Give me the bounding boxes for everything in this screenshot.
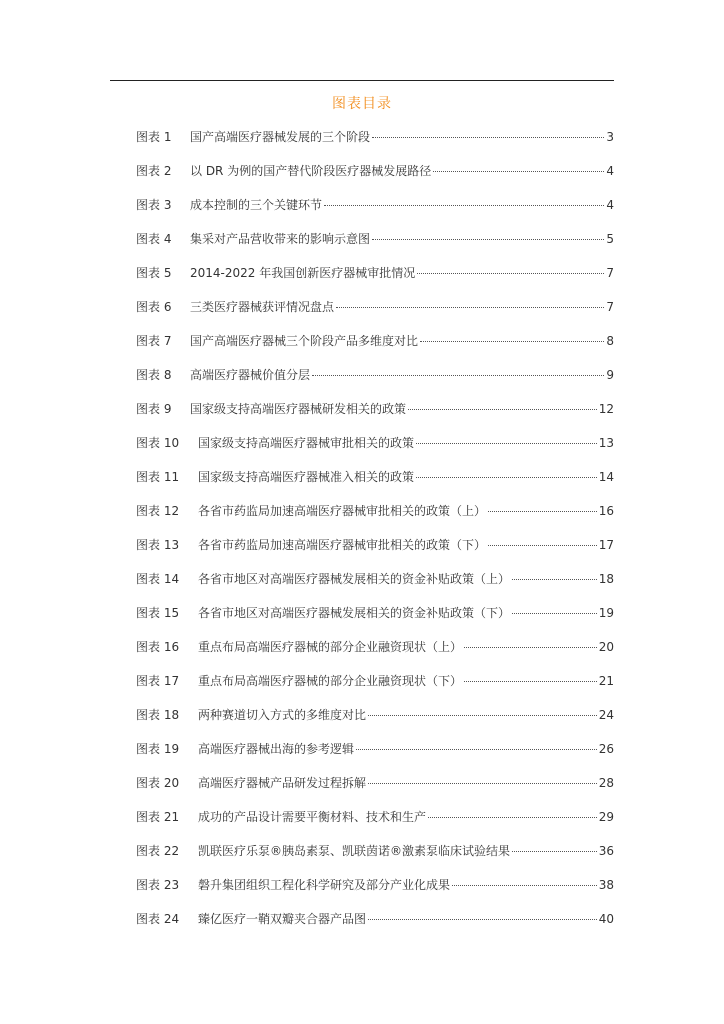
toc-dot-leader <box>512 851 597 852</box>
toc-dot-leader <box>416 477 597 478</box>
toc-entry-page: 3 <box>606 130 614 144</box>
toc-entry-page: 40 <box>598 912 614 926</box>
toc-entry-page: 29 <box>598 810 614 824</box>
toc-entry[interactable] <box>136 773 614 807</box>
toc-entry-page: 4 <box>606 164 614 178</box>
toc-entry[interactable] <box>136 739 614 773</box>
toc-entry-label: 图表 20 <box>136 776 180 790</box>
toc-dot-leader <box>433 171 604 172</box>
toc-entry[interactable] <box>136 229 614 263</box>
toc-dot-leader <box>512 613 597 614</box>
toc-entry-title: 国产高端医疗器械发展的三个阶段 <box>190 130 371 144</box>
toc-entry-title: 高端医疗器械产品研发过程拆解 <box>198 776 367 790</box>
toc-entry-label: 图表 22 <box>136 844 180 858</box>
toc-dot-leader <box>368 715 597 716</box>
toc-entry-page: 24 <box>598 708 614 722</box>
toc-entry-label: 图表 8 <box>136 368 172 382</box>
toc-entry-title: 重点布局高端医疗器械的部分企业融资现状（上） <box>198 640 463 654</box>
toc-entry-label: 图表 17 <box>136 674 180 688</box>
toc-entry[interactable] <box>136 501 614 535</box>
toc-entry[interactable] <box>136 161 614 195</box>
toc-entry[interactable] <box>136 263 614 297</box>
toc-dot-leader <box>417 273 604 274</box>
toc-entry-page: 7 <box>606 300 614 314</box>
toc-dot-leader <box>336 307 604 308</box>
toc-entry-page: 20 <box>598 640 614 654</box>
toc-dot-leader <box>452 885 597 886</box>
toc-entry-label: 图表 4 <box>136 232 172 246</box>
toc-entry-label: 图表 6 <box>136 300 172 314</box>
toc-entry-label: 图表 11 <box>136 470 180 484</box>
toc-entry-title: 各省市药监局加速高端医疗器械审批相关的政策（下） <box>198 538 487 552</box>
toc-entry[interactable] <box>136 433 614 467</box>
toc-entry[interactable] <box>136 195 614 229</box>
toc-entry[interactable] <box>136 127 614 161</box>
toc-entry-title: 磐升集团组织工程化科学研究及部分产业化成果 <box>198 878 451 892</box>
toc-entry-label: 图表 5 <box>136 266 172 280</box>
toc-entry-title: 国家级支持高端医疗器械准入相关的政策 <box>198 470 415 484</box>
toc-dot-leader <box>368 783 597 784</box>
toc-entry-label: 图表 1 <box>136 130 172 144</box>
toc-entry-label: 图表 10 <box>136 436 180 450</box>
toc-entry[interactable] <box>136 841 614 875</box>
toc-entry-label: 图表 18 <box>136 708 180 722</box>
toc-dot-leader <box>324 205 604 206</box>
toc-entry-page: 13 <box>598 436 614 450</box>
toc-entry-label: 图表 12 <box>136 504 180 518</box>
toc-entry[interactable] <box>136 909 614 943</box>
toc-dot-leader <box>488 511 597 512</box>
toc-entry-label: 图表 24 <box>136 912 180 926</box>
toc-entry-label: 图表 21 <box>136 810 180 824</box>
toc-dot-leader <box>368 919 597 920</box>
toc-entry[interactable] <box>136 807 614 841</box>
toc-list <box>136 127 614 943</box>
toc-entry-page: 5 <box>606 232 614 246</box>
toc-entry-title: 各省市地区对高端医疗器械发展相关的资金补贴政策（上） <box>198 572 511 586</box>
toc-entry-label: 图表 14 <box>136 572 180 586</box>
toc-dot-leader <box>372 137 604 138</box>
toc-entry-title: 国产高端医疗器械三个阶段产品多维度对比 <box>190 334 419 348</box>
toc-entry[interactable] <box>136 535 614 569</box>
toc-entry-page: 7 <box>606 266 614 280</box>
toc-entry-title: 重点布局高端医疗器械的部分企业融资现状（下） <box>198 674 463 688</box>
toc-entry-page: 19 <box>598 606 614 620</box>
toc-entry-page: 16 <box>598 504 614 518</box>
toc-entry[interactable] <box>136 467 614 501</box>
toc-entry-page: 17 <box>598 538 614 552</box>
toc-entry-title: 高端医疗器械价值分层 <box>190 368 311 382</box>
toc-entry-title: 成功的产品设计需要平衡材料、技术和生产 <box>198 810 427 824</box>
toc-entry-title: 2014-2022 年我国创新医疗器械审批情况 <box>190 266 416 280</box>
toc-entry[interactable] <box>136 297 614 331</box>
header-rule <box>110 80 614 81</box>
toc-entry-title: 高端医疗器械出海的参考逻辑 <box>198 742 355 756</box>
toc-entry-title: 以 DR 为例的国产替代阶段医疗器械发展路径 <box>190 164 432 178</box>
toc-entry-page: 14 <box>598 470 614 484</box>
toc-entry-label: 图表 3 <box>136 198 172 212</box>
toc-entry-label: 图表 23 <box>136 878 180 892</box>
toc-entry-title: 三类医疗器械获评情况盘点 <box>190 300 335 314</box>
toc-dot-leader <box>408 409 597 410</box>
toc-dot-leader <box>312 375 604 376</box>
toc-dot-leader <box>420 341 604 342</box>
toc-entry-page: 8 <box>606 334 614 348</box>
toc-entry-label: 图表 19 <box>136 742 180 756</box>
toc-entry-page: 36 <box>598 844 614 858</box>
toc-entry[interactable] <box>136 365 614 399</box>
toc-dot-leader <box>488 545 597 546</box>
toc-dot-leader <box>464 681 597 682</box>
toc-entry[interactable] <box>136 875 614 909</box>
toc-dot-leader <box>416 443 597 444</box>
toc-dot-leader <box>372 239 604 240</box>
toc-entry-title: 凯联医疗乐泵®胰岛素泵、凯联茵诺®激素泵临床试验结果 <box>198 844 511 858</box>
toc-entry-title: 各省市地区对高端医疗器械发展相关的资金补贴政策（下） <box>198 606 511 620</box>
toc-entry-title: 两种赛道切入方式的多维度对比 <box>198 708 367 722</box>
toc-entry-page: 4 <box>606 198 614 212</box>
toc-entry-page: 21 <box>598 674 614 688</box>
toc-entry[interactable] <box>136 637 614 671</box>
toc-entry-label: 图表 2 <box>136 164 172 178</box>
toc-entry-title: 集采对产品营收带来的影响示意图 <box>190 232 371 246</box>
toc-entry[interactable] <box>136 603 614 637</box>
toc-entry-page: 26 <box>598 742 614 756</box>
toc-entry-title: 臻亿医疗一鞘双瓣夹合器产品图 <box>198 912 367 926</box>
toc-entry-title: 各省市药监局加速高端医疗器械审批相关的政策（上） <box>198 504 487 518</box>
toc-entry-title: 成本控制的三个关键环节 <box>190 198 323 212</box>
toc-entry-label: 图表 15 <box>136 606 180 620</box>
toc-entry-label: 图表 9 <box>136 402 172 416</box>
toc-dot-leader <box>356 749 597 750</box>
toc-entry[interactable] <box>136 331 614 365</box>
toc-entry[interactable] <box>136 399 614 433</box>
toc-entry[interactable] <box>136 569 614 603</box>
toc-entry-page: 18 <box>598 572 614 586</box>
toc-entry-title: 国家级支持高端医疗器械审批相关的政策 <box>198 436 415 450</box>
toc-entry-page: 28 <box>598 776 614 790</box>
toc-entry[interactable] <box>136 705 614 739</box>
toc-entry[interactable] <box>136 671 614 705</box>
toc-dot-leader <box>464 647 597 648</box>
toc-title: 图表目录 <box>332 96 392 112</box>
toc-entry-page: 38 <box>598 878 614 892</box>
toc-dot-leader <box>428 817 597 818</box>
toc-entry-label: 图表 7 <box>136 334 172 348</box>
toc-entry-label: 图表 13 <box>136 538 180 552</box>
toc-entry-title: 国家级支持高端医疗器械研发相关的政策 <box>190 402 407 416</box>
toc-entry-page: 12 <box>598 402 614 416</box>
toc-entry-label: 图表 16 <box>136 640 180 654</box>
toc-entry-page: 9 <box>606 368 614 382</box>
toc-dot-leader <box>512 579 597 580</box>
